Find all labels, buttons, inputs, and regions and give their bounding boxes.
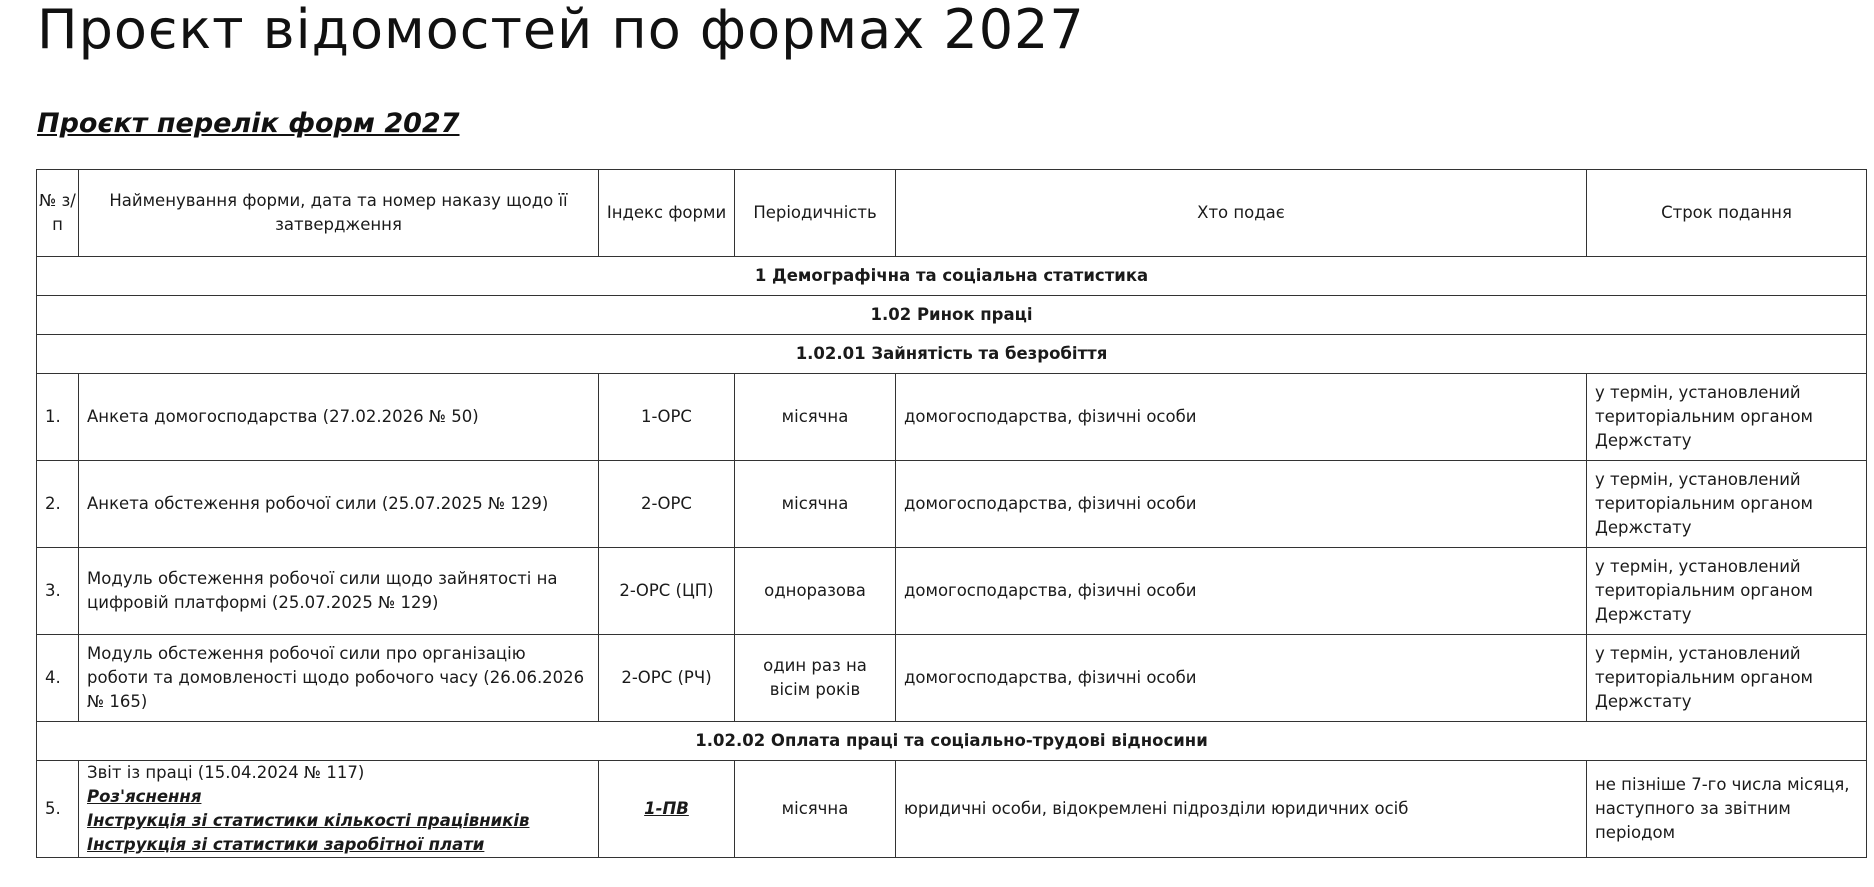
row-periodicity: одноразова [735, 548, 896, 635]
row-periodicity: місячна [735, 374, 896, 461]
row-who: юридичні особи, відокремлені підрозділи юридичних осіб [896, 761, 1587, 858]
row-form-name-cell [79, 761, 599, 858]
group-row [37, 335, 1867, 374]
row-deadline: не пізніше 7-го числа місяця, наступного за звітним періодом [1587, 761, 1867, 858]
table-row [37, 761, 1867, 858]
row-deadline: у термін, установлений територіальним органом Держстату [1587, 548, 1867, 635]
row-form-name: Модуль обстеження робочої сили про організацію роботи та домовленості щодо робочого часу (26.06.2026 № 165) [79, 635, 599, 722]
forms-table [36, 169, 1867, 858]
row-num: 1. [37, 374, 79, 461]
row-form-index: 1-ОРС [599, 374, 735, 461]
row-deadline: у термін, установлений територіальним органом Держстату [1587, 461, 1867, 548]
instruction-wage-link[interactable]: Інструкція зі статистики заробітної плати [87, 835, 485, 854]
table-row [37, 548, 1867, 635]
row-periodicity: місячна [735, 761, 896, 858]
group-row [37, 296, 1867, 335]
row-num: 3. [37, 548, 79, 635]
row-deadline: у термін, установлений територіальним органом Держстату [1587, 374, 1867, 461]
table-header-row [37, 170, 1867, 257]
group-label: 1.02.01 Зайнятість та безробіття [37, 335, 1867, 374]
section-title-link[interactable]: Проєкт перелік форм 2027 [37, 108, 460, 139]
row-num: 2. [37, 461, 79, 548]
row-periodicity: місячна [735, 461, 896, 548]
row-who: домогосподарства, фізичні особи [896, 635, 1587, 722]
table-row [37, 461, 1867, 548]
table-row [37, 374, 1867, 461]
row-form-index: 2-ОРС (ЦП) [599, 548, 735, 635]
group-label: 1 Демографічна та соціальна статистика [37, 257, 1867, 296]
row-who: домогосподарства, фізичні особи [896, 548, 1587, 635]
header-num: № з/ п [37, 170, 79, 257]
row-form-index: 2-ОРС (РЧ) [599, 635, 735, 722]
row-form-index-cell [599, 761, 735, 858]
page-title: Проєкт відомостей по формах 2027 [37, 0, 1085, 61]
form-index-link[interactable]: 1-ПВ [644, 799, 689, 818]
explanation-link[interactable]: Роз'яснення [87, 787, 202, 806]
group-label: 1.02 Ринок праці [37, 296, 1867, 335]
header-periodicity: Періодичність [735, 170, 896, 257]
row-form-name: Модуль обстеження робочої сили щодо зайнятості на цифровій платформі (25.07.2025 № 129) [79, 548, 599, 635]
row-who: домогосподарства, фізичні особи [896, 374, 1587, 461]
row-deadline: у термін, установлений територіальним органом Держстату [1587, 635, 1867, 722]
row-form-name: Звіт із праці (15.04.2024 № 117) [87, 763, 365, 782]
group-row [37, 722, 1867, 761]
header-deadline: Строк подання [1587, 170, 1867, 257]
group-row [37, 257, 1867, 296]
row-form-index: 2-ОРС [599, 461, 735, 548]
row-form-name: Анкета обстеження робочої сили (25.07.2025 № 129) [79, 461, 599, 548]
row-num: 5. [37, 761, 79, 858]
row-who: домогосподарства, фізичні особи [896, 461, 1587, 548]
header-index: Індекс форми [599, 170, 735, 257]
row-periodicity: один раз на вісім років [735, 635, 896, 722]
table-row [37, 635, 1867, 722]
header-name: Найменування форми, дата та номер наказу щодо її затвердження [79, 170, 599, 257]
row-num: 4. [37, 635, 79, 722]
instruction-workers-count-link[interactable]: Інструкція зі статистики кількості працівників [87, 811, 530, 830]
row-form-name: Анкета домогосподарства (27.02.2026 № 50) [79, 374, 599, 461]
header-who: Хто подає [896, 170, 1587, 257]
group-label: 1.02.02 Оплата праці та соціально-трудові відносини [37, 722, 1867, 761]
